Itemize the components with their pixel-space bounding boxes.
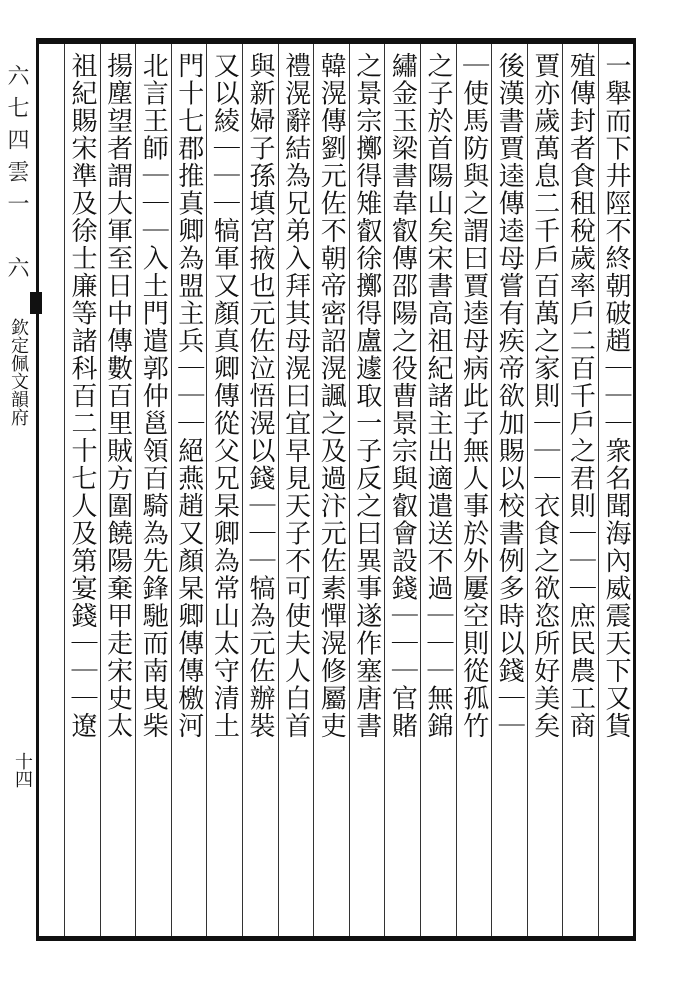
text-column: 與新婦子孫填宮掖也元佐泣悟滉以錢｜｜｜犒為元佐辦裝 (245, 52, 275, 740)
column-divider (278, 44, 279, 936)
top-border-rule (36, 38, 636, 44)
text-column: 揚塵望者謂大軍至日中傳數百里賊方圍饒陽棄甲走宋史太 (102, 52, 133, 740)
text-column: 後漢書賈逵傳逵母嘗有疾帝欲加賜以校書例多時以錢｜｜ (494, 52, 525, 740)
column-divider (598, 44, 599, 936)
page-margin (0, 44, 32, 936)
text-column: 禮滉辭結為兄弟入拜其母滉曰宜早見天子不可使夫人白首 (280, 52, 311, 740)
column-divider (349, 44, 350, 936)
text-column: 之子於首陽山矣宋書高祖紀諸主出適遣送不過｜｜｜無錦 (423, 52, 453, 740)
text-column: 一舉而下井陘不終朝破趙｜｜｜衆名聞海內威震天下又貨 (601, 52, 631, 740)
column-divider (135, 44, 136, 936)
text-column: 北言王師｜｜｜入土門遣郭仲邕領百騎為先鋒馳而南曳柴 (138, 52, 169, 740)
text-column: 韓滉傳劉元佐不朝帝密詔滉諷之及過汴元佐素憚滉修屬吏 (316, 52, 347, 740)
column-divider (171, 44, 172, 936)
fishtail-mark (30, 292, 42, 314)
column-divider (384, 44, 385, 936)
column-divider (527, 44, 528, 936)
column-divider (206, 44, 207, 936)
column-divider (242, 44, 243, 936)
right-border-rule (633, 38, 636, 941)
column-divider (64, 44, 65, 936)
margin-glyphs: 六七四雲一 六 (4, 64, 29, 288)
book-title: 欽定佩文韻府 (8, 318, 29, 426)
column-divider (100, 44, 101, 936)
text-column: 又以綾｜｜｜犒軍又顏真卿傳從父兄杲卿為常山太守清土 (209, 52, 240, 740)
text-column: 之景宗擲得雉叡徐擲得盧遽取一子反之曰異事遂作塞唐書 (351, 52, 382, 740)
left-border-rule (36, 38, 39, 941)
text-column: 賈亦歲萬息二千戶百萬之家則｜｜｜衣食之欲恣所好美矣 (529, 52, 560, 740)
text-column: 繡金玉梁書韋叡傳邵陽之役曹景宗與叡會設錢｜｜｜官賭 (387, 52, 418, 740)
text-column: ｜使馬防與之謂曰賈逵母病此子無人事於外屢空則從孤竹 (458, 52, 489, 740)
column-divider (562, 44, 563, 936)
text-column: 殖傳封者食租稅歲率戶二百千戶之君則｜｜｜庶民農工商 (565, 52, 596, 740)
text-column: 門十七郡推真卿為盟主兵｜｜｜絕燕趙又顏杲卿傳傳檄河 (173, 52, 204, 740)
text-column: 祖紀賜宋準及徐士廉等諸科百二十七人及第宴錢｜｜｜遼 (67, 52, 97, 740)
column-divider (420, 44, 421, 936)
column-divider (313, 44, 314, 936)
bottom-border-rule (36, 936, 636, 941)
leaf-number: 十四 (12, 752, 33, 788)
column-divider (491, 44, 492, 936)
column-divider (456, 44, 457, 936)
